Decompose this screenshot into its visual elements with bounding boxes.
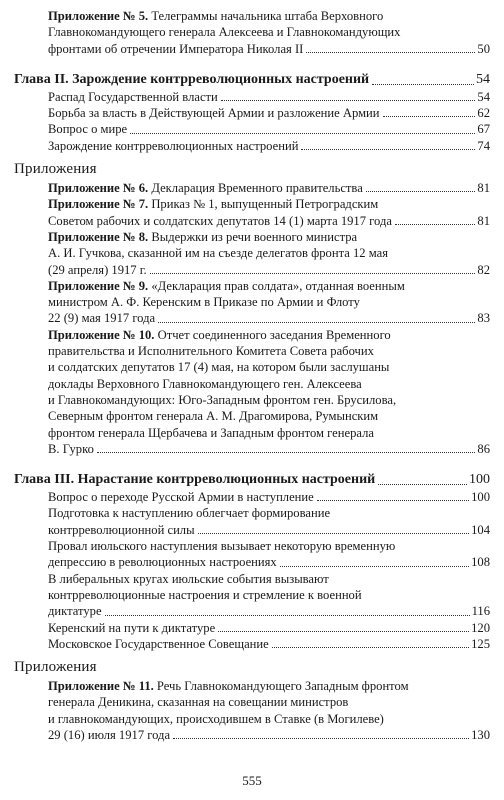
entry-page: 108 bbox=[471, 555, 490, 570]
appendix-text-line: Декларация Временного правительства bbox=[151, 181, 363, 196]
entry-text bbox=[48, 727, 170, 743]
section-title: Распад Государственной власти bbox=[48, 89, 218, 104]
dot-leader bbox=[272, 647, 469, 648]
appendix-text-line: Приказ № 1, выпущенный Петроградским bbox=[151, 197, 379, 212]
section-text-line: Подготовка к наступлению облегчает формирование bbox=[48, 506, 331, 521]
appendix-text-line: и Главнокомандующих: Юго-Западным фронтом ген. Брусилова, bbox=[48, 392, 397, 407]
appendix-number: Приложение № 9. bbox=[48, 278, 149, 293]
section-text-line: диктатуре bbox=[48, 604, 102, 619]
dot-leader bbox=[301, 149, 475, 150]
dot-leader bbox=[150, 273, 476, 274]
dot-leader bbox=[97, 452, 476, 453]
appendices-heading: Приложения bbox=[14, 161, 97, 178]
section-entry-multiline[interactable] bbox=[48, 538, 490, 571]
appendix-text-line: Северным фронтом генерала А. М. Драгомирова, Румынским bbox=[48, 409, 379, 424]
entry-text bbox=[48, 262, 147, 278]
appendix-line bbox=[48, 359, 490, 375]
entry-text bbox=[48, 522, 195, 538]
appendix-text-line: 29 (16) июля 1917 года bbox=[48, 727, 171, 742]
entry-page: 74 bbox=[477, 138, 490, 153]
section-title: Вопрос о мире bbox=[48, 122, 128, 137]
appendix-line bbox=[48, 376, 490, 392]
entry-page: 104 bbox=[471, 522, 490, 537]
appendix-text-line: Телеграммы начальника штаба Верховного bbox=[151, 9, 384, 23]
appendix-line bbox=[48, 278, 490, 294]
chapter-title: . Зарождение контрреволюционных настроений bbox=[65, 71, 370, 87]
entry-page: 100 bbox=[469, 472, 490, 488]
appendix-line bbox=[48, 408, 490, 424]
appendix-text-line: Выдержки из речи военного министра bbox=[151, 229, 358, 244]
section-text-line: В либеральных кругах июльские события вызывают bbox=[48, 571, 329, 586]
entry-text bbox=[48, 41, 303, 57]
entry-text bbox=[48, 489, 314, 505]
dot-leader bbox=[383, 116, 476, 117]
appendix-text-line: (29 апреля) 1917 г. bbox=[48, 262, 147, 277]
entry-text bbox=[48, 138, 298, 154]
section-text-line: контрреволюционные настроения и стремление к военной bbox=[48, 587, 362, 602]
dot-leader bbox=[366, 191, 476, 192]
appendix-last-line[interactable] bbox=[48, 213, 490, 229]
section-entry[interactable] bbox=[48, 138, 490, 154]
section-entry[interactable] bbox=[48, 636, 490, 652]
entry-page: 50 bbox=[477, 41, 490, 56]
entry-page: 54 bbox=[476, 71, 490, 87]
entry-text bbox=[48, 603, 102, 619]
dot-leader bbox=[395, 224, 475, 225]
entry-page: 81 bbox=[477, 181, 490, 196]
entry-text bbox=[48, 441, 94, 457]
dot-leader bbox=[158, 322, 475, 323]
entry-page: 67 bbox=[477, 122, 490, 137]
appendix-line bbox=[48, 425, 490, 441]
section-title: Борьба за власть в Действующей Армии и разложение Армии bbox=[48, 106, 380, 121]
appendix-text-line: фронтом генерала Щербачева и Западным фронтом генерала bbox=[48, 425, 374, 440]
section-entry[interactable] bbox=[48, 89, 490, 105]
appendix-line bbox=[48, 694, 490, 710]
appendix-line bbox=[48, 327, 490, 343]
chapter-entry[interactable] bbox=[14, 471, 490, 489]
entry-text bbox=[48, 105, 380, 121]
page-number: 555 bbox=[242, 773, 262, 788]
appendix-line bbox=[48, 294, 490, 310]
appendix-text-line: Отчет соединенного заседания Временного bbox=[157, 327, 391, 342]
section-entry[interactable] bbox=[48, 121, 490, 137]
appendix-text-line: Главнокомандующего генерала Алексеева и Главнокомандующих bbox=[48, 25, 401, 40]
appendix-line bbox=[48, 392, 490, 408]
section-last-line[interactable] bbox=[48, 554, 490, 570]
appendix-text-line: и солдатских депутатов 17 (4) мая, на котором были заслушаны bbox=[48, 360, 390, 375]
appendix-line bbox=[48, 678, 490, 694]
appendix-last-line[interactable] bbox=[48, 180, 490, 196]
appendix-text-line: генерала Деникина, сказанная на совещании министров bbox=[48, 695, 349, 710]
section-title: Керенский на пути к диктатуре bbox=[48, 620, 216, 635]
appendix-number: Приложение № 7. bbox=[48, 197, 149, 212]
dot-leader bbox=[105, 615, 470, 616]
section-text-line: депрессию в революционных настроениях bbox=[48, 555, 277, 570]
appendix-entry[interactable] bbox=[48, 180, 490, 196]
entry-page: 130 bbox=[471, 727, 490, 742]
section-text-line: контрреволюционной силы bbox=[48, 522, 195, 537]
dot-leader bbox=[173, 738, 469, 739]
section-title: Зарождение контрреволюционных настроений bbox=[48, 138, 299, 153]
appendix-number: Приложение № 5. bbox=[48, 9, 149, 23]
dot-leader bbox=[317, 500, 469, 501]
appendix-line bbox=[48, 343, 490, 359]
table-of-contents bbox=[14, 8, 490, 743]
entry-page: 54 bbox=[477, 89, 490, 104]
chapter-entry[interactable] bbox=[14, 71, 490, 89]
appendix-line bbox=[48, 24, 490, 40]
chapter-label: Глава II bbox=[14, 71, 66, 87]
section-line bbox=[48, 505, 490, 521]
section-entry[interactable] bbox=[48, 105, 490, 121]
dot-leader bbox=[198, 533, 470, 534]
section-title: Московское Государственное Совещание bbox=[48, 636, 269, 651]
section-entry[interactable] bbox=[48, 489, 490, 505]
appendix-number: Приложение № 11. bbox=[48, 679, 154, 694]
appendix-last-line[interactable] bbox=[48, 727, 490, 743]
appendix-text-line: «Декларация прав солдата», отданная военным bbox=[151, 278, 405, 293]
dot-leader bbox=[280, 566, 469, 567]
entry-page: 120 bbox=[471, 620, 490, 635]
dot-leader bbox=[130, 133, 475, 134]
appendix-number: Приложение № 10. bbox=[48, 327, 155, 342]
appendix-text-line: доклады Верховного Главнокомандующего ген. Алексеева bbox=[48, 376, 362, 391]
appendix-line bbox=[48, 245, 490, 261]
appendix-last-line[interactable] bbox=[48, 441, 490, 457]
appendix-entry[interactable] bbox=[48, 327, 490, 457]
appendix-line bbox=[48, 196, 490, 212]
appendix-last-line[interactable] bbox=[48, 41, 490, 57]
appendix-text-line: 22 (9) мая 1917 года bbox=[48, 311, 156, 326]
section-entry-multiline[interactable] bbox=[48, 505, 490, 538]
entry-text bbox=[48, 89, 218, 105]
appendix-number: Приложение № 8. bbox=[48, 229, 149, 244]
appendix-text-line: А. И. Гучкова, сказанной им на съезде делегатов фронта 12 мая bbox=[48, 246, 388, 261]
section-title: Вопрос о переходе Русской Армии в наступление bbox=[48, 490, 314, 505]
section-line bbox=[48, 571, 490, 587]
appendix-number: Приложение № 6. bbox=[48, 181, 149, 196]
dot-leader bbox=[221, 100, 476, 101]
entry-text bbox=[48, 310, 155, 326]
appendix-entry[interactable] bbox=[48, 196, 490, 229]
entry-page: 81 bbox=[477, 213, 490, 228]
entry-text bbox=[48, 620, 215, 636]
chapter-title: . Нарастание контрреволюционных настроений bbox=[70, 472, 376, 488]
entry-page: 100 bbox=[471, 490, 490, 505]
dot-leader bbox=[218, 631, 469, 632]
entry-text bbox=[48, 180, 363, 196]
section-entry-multiline[interactable] bbox=[48, 571, 490, 620]
appendix-text-line: Советом рабочих и солдатских депутатов 14 (1) марта 1917 года bbox=[48, 213, 392, 228]
appendix-text-line: Речь Главнокомандующего Западным фронтом bbox=[156, 679, 409, 694]
appendix-entry[interactable] bbox=[48, 8, 490, 57]
chapter-label: Глава III bbox=[14, 472, 71, 488]
entry-text bbox=[48, 121, 127, 137]
entry-text bbox=[14, 471, 375, 489]
entry-page: 83 bbox=[477, 311, 490, 326]
appendix-line bbox=[48, 8, 490, 24]
dot-leader bbox=[306, 52, 475, 53]
entry-text bbox=[48, 636, 269, 652]
entry-page: 125 bbox=[471, 636, 490, 651]
entry-page: 116 bbox=[471, 604, 490, 619]
section-text-line: Провал июльского наступления вызывает некоторую временную bbox=[48, 539, 396, 554]
dot-leader bbox=[372, 84, 474, 85]
section-last-line[interactable] bbox=[48, 522, 490, 538]
section-entry[interactable] bbox=[48, 620, 490, 636]
section-line bbox=[48, 538, 490, 554]
appendix-entry[interactable] bbox=[48, 678, 490, 743]
appendix-text-line: правительства и Исполнительного Комитета Совета рабочих bbox=[48, 344, 374, 359]
appendix-line bbox=[48, 229, 490, 245]
entry-page: 62 bbox=[477, 106, 490, 121]
appendices-heading: Приложения bbox=[14, 659, 97, 676]
appendix-last-line[interactable] bbox=[48, 262, 490, 278]
appendix-line bbox=[48, 711, 490, 727]
entry-text bbox=[48, 554, 277, 570]
entry-page: 82 bbox=[477, 262, 490, 277]
entry-page: 86 bbox=[477, 441, 490, 456]
appendix-last-line[interactable] bbox=[48, 310, 490, 326]
appendix-entry[interactable] bbox=[48, 278, 490, 327]
dot-leader bbox=[378, 484, 467, 485]
appendix-text-line: министром А. Ф. Керенским в Приказе по Армии и Флоту bbox=[48, 295, 360, 310]
section-last-line[interactable] bbox=[48, 603, 490, 619]
appendix-text-line: фронтами об отречении Императора Николая II bbox=[48, 41, 304, 56]
appendix-text-line: В. Гурко bbox=[48, 441, 94, 456]
appendix-text-line: и главнокомандующих, происходившем в Ставке (в Могилеве) bbox=[48, 711, 384, 726]
entry-text bbox=[48, 213, 392, 229]
section-line bbox=[48, 587, 490, 603]
appendix-entry[interactable] bbox=[48, 229, 490, 278]
entry-text bbox=[14, 71, 369, 89]
